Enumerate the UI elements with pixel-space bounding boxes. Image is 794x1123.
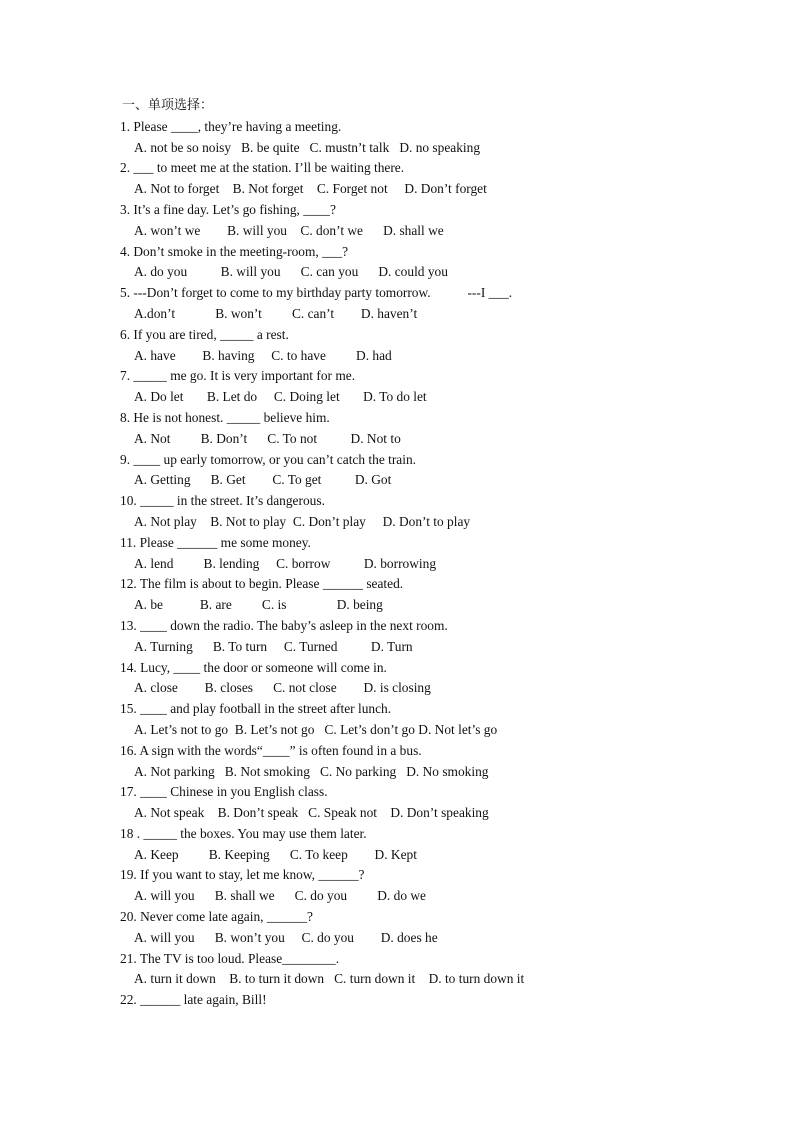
- exercise-document: [120, 96, 740, 1011]
- question-stem: 13. ____ down the radio. The baby’s asleep in the next room.: [120, 617, 448, 633]
- question-stem: 2. ___ to meet me at the station. I’ll be waiting there.: [120, 160, 405, 176]
- question-options: A. be B. are C. is D. being: [134, 597, 383, 613]
- question-stem: 19. If you want to stay, let me know, ______?: [120, 867, 365, 883]
- question-options: A. lend B. lending C. borrow D. borrowing: [134, 555, 437, 571]
- question-options: A. Do let B. Let do C. Doing let D. To do let: [134, 389, 427, 405]
- question-options: A. Turning B. To turn C. Turned D. Turn: [134, 638, 413, 654]
- question-stem: 16. A sign with the words“____” is often found in a bus.: [120, 742, 422, 758]
- question-stem: 8. He is not honest. _____ believe him.: [120, 409, 330, 425]
- question-options: A. Not speak B. Don’t speak C. Speak not D. Don’t speaking: [134, 805, 489, 821]
- question-options: A. Not play B. Not to play C. Don’t play D. Don’t to play: [134, 513, 471, 529]
- question-stem: 9. ____ up early tomorrow, or you can’t catch the train.: [120, 451, 416, 467]
- question-options: A. Not parking B. Not smoking C. No parking D. No smoking: [134, 763, 489, 779]
- question-stem: 21. The TV is too loud. Please________.: [120, 950, 340, 966]
- question-options: A.don’t B. won’t C. can’t D. haven’t: [134, 305, 418, 321]
- question-stem: 22. ______ late again, Bill!: [120, 992, 267, 1008]
- question-stem: 5. ---Don’t forget to come to my birthday party tomorrow. ---I ___.: [120, 285, 513, 301]
- question-options: A. close B. closes C. not close D. is closing: [134, 680, 431, 696]
- question-options: A. turn it down B. to turn it down C. turn down it D. to turn down it: [134, 971, 525, 987]
- question-options: A. have B. having C. to have D. had: [134, 347, 392, 363]
- question-stem: 3. It’s a fine day. Let’s go fishing, ____?: [120, 201, 336, 217]
- question-options: A. won’t we B. will you C. don’t we D. shall we: [134, 222, 444, 238]
- question-options: A. Not B. Don’t C. To not D. Not to: [134, 430, 401, 446]
- question-stem: 15. ____ and play football in the street after lunch.: [120, 701, 392, 717]
- question-stem: 20. Never come late again, ______?: [120, 909, 313, 925]
- question-stem: 10. _____ in the street. It’s dangerous.: [120, 493, 325, 509]
- question-options: A. not be so noisy B. be quite C. mustn’t talk D. no speaking: [134, 139, 481, 155]
- question-options: A. will you B. shall we C. do you D. do we: [134, 888, 426, 904]
- question-stem: 7. _____ me go. It is very important for me.: [120, 368, 356, 384]
- question-stem: 12. The film is about to begin. Please ______ seated.: [120, 576, 404, 592]
- question-stem: 1. Please ____, they’re having a meeting.: [120, 118, 342, 134]
- question-options: A. Not to forget B. Not forget C. Forget not D. Don’t forget: [134, 181, 487, 197]
- question-stem: 18 . _____ the boxes. You may use them later.: [120, 825, 367, 841]
- question-options: A. Let’s not to go B. Let’s not go C. Let’s don’t go D. Not let’s go: [134, 721, 498, 737]
- question-stem: 4. Don’t smoke in the meeting-room, ___?: [120, 243, 349, 259]
- question-stem: 14. Lucy, ____ the door or someone will come in.: [120, 659, 387, 675]
- question-options: A. Getting B. Get C. To get D. Got: [134, 472, 392, 488]
- question-options: A. do you B. will you C. can you D. could you: [134, 264, 448, 280]
- question-stem: 11. Please ______ me some money.: [120, 534, 311, 550]
- section-title: 一、单项选择：: [122, 98, 214, 113]
- question-options: A. will you B. won’t you C. do you D. does he: [134, 929, 438, 945]
- question-stem: 6. If you are tired, _____ a rest.: [120, 326, 289, 342]
- question-options: A. Keep B. Keeping C. To keep D. Kept: [134, 846, 417, 862]
- question-stem: 17. ____ Chinese in you English class.: [120, 784, 328, 800]
- question-list: [120, 117, 740, 1011]
